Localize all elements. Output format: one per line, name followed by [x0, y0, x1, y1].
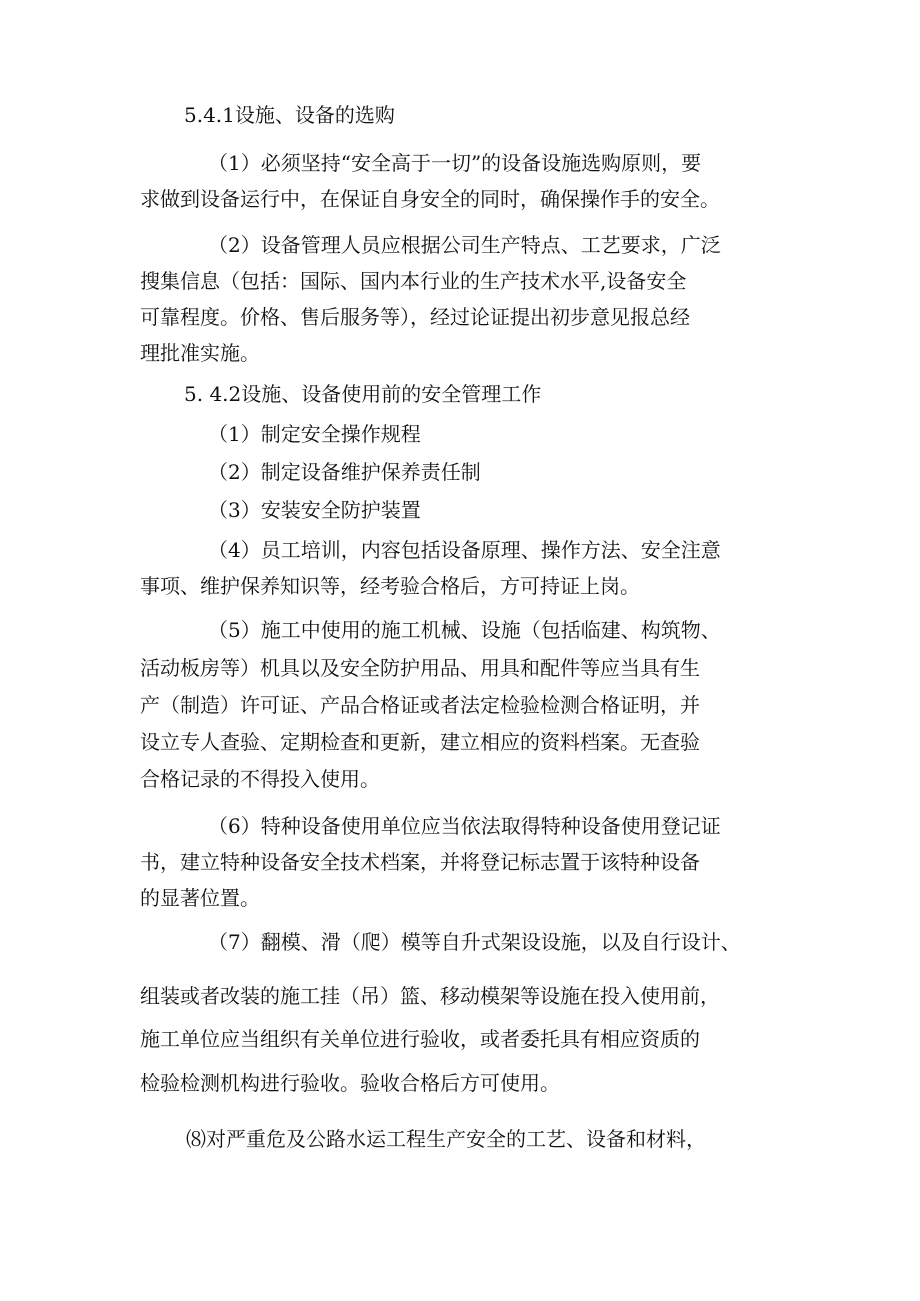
paragraph-line: 活动板房等）机具以及安全防护用品、用具和配件等应当具有生: [140, 656, 700, 680]
paragraph-line: 设立专人查验、定期检查和更新，建立相应的资料档案。无查验: [140, 730, 700, 754]
paragraph-line: ⑻对严重危及公路水运工程生产安全的工艺、设备和材料，: [186, 1127, 706, 1151]
paragraph-line: （5）施工中使用的施工机械、设施（包括临建、构筑物、: [208, 618, 721, 642]
paragraph-line: （1）必须坚持“安全高于一切”的设备设施选购原则，要: [208, 151, 702, 175]
paragraph-line: 书，建立特种设备安全技术档案，并将登记标志置于该特种设备: [140, 850, 700, 874]
paragraph-line: 求做到设备运行中，在保证自身安全的同时，确保操作手的安全。: [140, 187, 720, 211]
paragraph-line: （7）翻模、滑（爬）模等自升式架设设施，以及自行设计、: [208, 930, 741, 954]
list-item: （2）制定设备维护保养责任制: [208, 460, 481, 484]
list-item: （1）制定安全操作规程: [208, 422, 421, 446]
paragraph-line: （2）设备管理人员应根据公司生产特点、工艺要求，广泛: [208, 233, 721, 257]
section-heading-5-4-2: 5. 4.2设施、设备使用前的安全管理工作: [184, 382, 542, 406]
paragraph-line: 组装或者改装的施工挂（吊）篮、移动模架等设施在投入使用前，: [140, 984, 720, 1008]
paragraph-line: 检验检测机构进行验收。验收合格后方可使用。: [140, 1071, 560, 1095]
paragraph-line: 施工单位应当组织有关单位进行验收，或者委托具有相应资质的: [140, 1027, 700, 1051]
paragraph-line: 的显著位置。: [140, 886, 260, 910]
paragraph-line: 搜集信息（包括：国际、国内本行业的生产技术水平,设备安全: [140, 269, 687, 293]
paragraph-line: 可靠程度。价格、售后服务等），经过论证提出初步意见报总经: [140, 305, 690, 329]
section-heading-5-4-1: 5.4.1设施、设备的选购: [184, 103, 395, 127]
paragraph-line: 理批准实施。: [140, 341, 260, 365]
paragraph-line: 产（制造）许可证、产品合格证或者法定检验检测合格证明，并: [140, 693, 700, 717]
paragraph-line: 事项、维护保养知识等，经考验合格后，方可持证上岗。: [140, 574, 640, 598]
paragraph-line: 合格记录的不得投入使用。: [140, 767, 380, 791]
paragraph-line: （4）员工培训，内容包括设备原理、操作方法、安全注意: [208, 538, 721, 562]
paragraph-line: （6）特种设备使用单位应当依法取得特种设备使用登记证: [208, 814, 721, 838]
list-item: （3）安装安全防护装置: [208, 498, 421, 522]
